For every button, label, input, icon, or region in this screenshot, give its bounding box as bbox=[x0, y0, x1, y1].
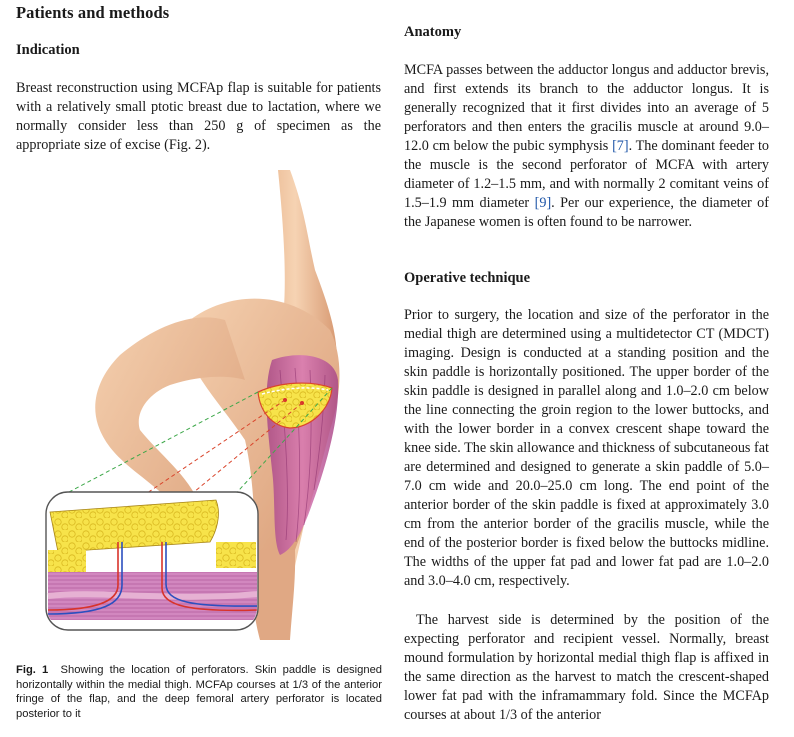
cross-section-inset bbox=[46, 492, 258, 630]
figure-label: Fig. 1 bbox=[16, 664, 49, 676]
figure-caption-text: Showing the location of perforators. Skin paddle is designed horizontally within the medial thigh. MCFAp courses at 1/3 of the anterior fringe of the flap, and the deep femoral artery perforator is located posterior to it bbox=[16, 664, 383, 720]
indication-paragraph: Breast reconstruction using MCFAp flap is suitable for patients with a relatively small ptotic breast due to lactation, where we normally consider less than 250 g of specimen as the appropriate size of excise (Fig. 2). bbox=[16, 80, 381, 153]
citation-link-9[interactable]: [9] bbox=[534, 195, 552, 211]
indication-heading: Indication bbox=[16, 42, 80, 58]
operative-paragraph-1: Prior to surgery, the location and size of the perforator in the medial thigh are determined using a multidetector CT (MDCT) imaging. Design is conducted at a standing position and the skin paddle is horizontally positioned. The upper border of the skin paddle is designed in parallel along and 1.0–2.0 cm below the line connecting the groin region to the lower buttocks, and with the lower border in a convex crescent shape toward the knee side. The skin allowance and thickness of subcutaneous fat are determined and designed to generate a skin paddle of 5.0–7.0 cm wide and 20.0–25.0 cm long. The end point of the anterior border of the skin paddle is fixed at approximately 3.0 cm from the anterior border of the gracilis muscle, while the end of the posterior border is fixed below the buttocks midline. The widths of the upper fat pad and lower fat pad are 1.0–2.0 and 3.0–4.0 cm, respectively. bbox=[404, 307, 769, 589]
fat-pad-left bbox=[48, 550, 86, 572]
figure-1 bbox=[40, 170, 380, 650]
fat-pad-right bbox=[216, 542, 256, 568]
operative-paragraph-2: The harvest side is determined by the position of the expecting perforator and recipient vessel. Normally, breast mound formulation by horizontal medial thigh flap is affixed in the same direction as the harvest to match the crescent-shaped lower fat pad with the inframammary fold. Since the MCFAp courses at about 1/3 of the anterior bbox=[404, 612, 769, 723]
section-title: Patients and methods bbox=[16, 3, 170, 22]
anatomy-paragraph bbox=[404, 61, 769, 232]
thigh-anatomy-illustration bbox=[40, 170, 380, 650]
anatomy-text-2: . The dominant feeder to the muscle is the second perforator of MCFA with artery diameter of 1.2–1.5 mm, and with normally 2 comitant veins of 1.5–1.9 mm diameter bbox=[404, 138, 769, 211]
standing-leg-shape bbox=[252, 550, 295, 640]
operative-heading: Operative technique bbox=[404, 270, 531, 286]
citation-link-7[interactable]: [7] bbox=[612, 138, 629, 154]
anatomy-text-1: MCFA passes between the adductor longus and adductor brevis, and first extends its branch to the adductor longus. It is generally recognized that it first divides into an average of 5 perforators and then enters the gracilis muscle at around 9.0–12.0 cm below the pubic symphysis bbox=[404, 62, 769, 154]
anatomy-text-3: . Per our experience, the diameter of the Japanese women is often found to be narrower. bbox=[404, 195, 770, 230]
figure-caption bbox=[16, 663, 382, 721]
anatomy-heading: Anatomy bbox=[404, 24, 462, 40]
